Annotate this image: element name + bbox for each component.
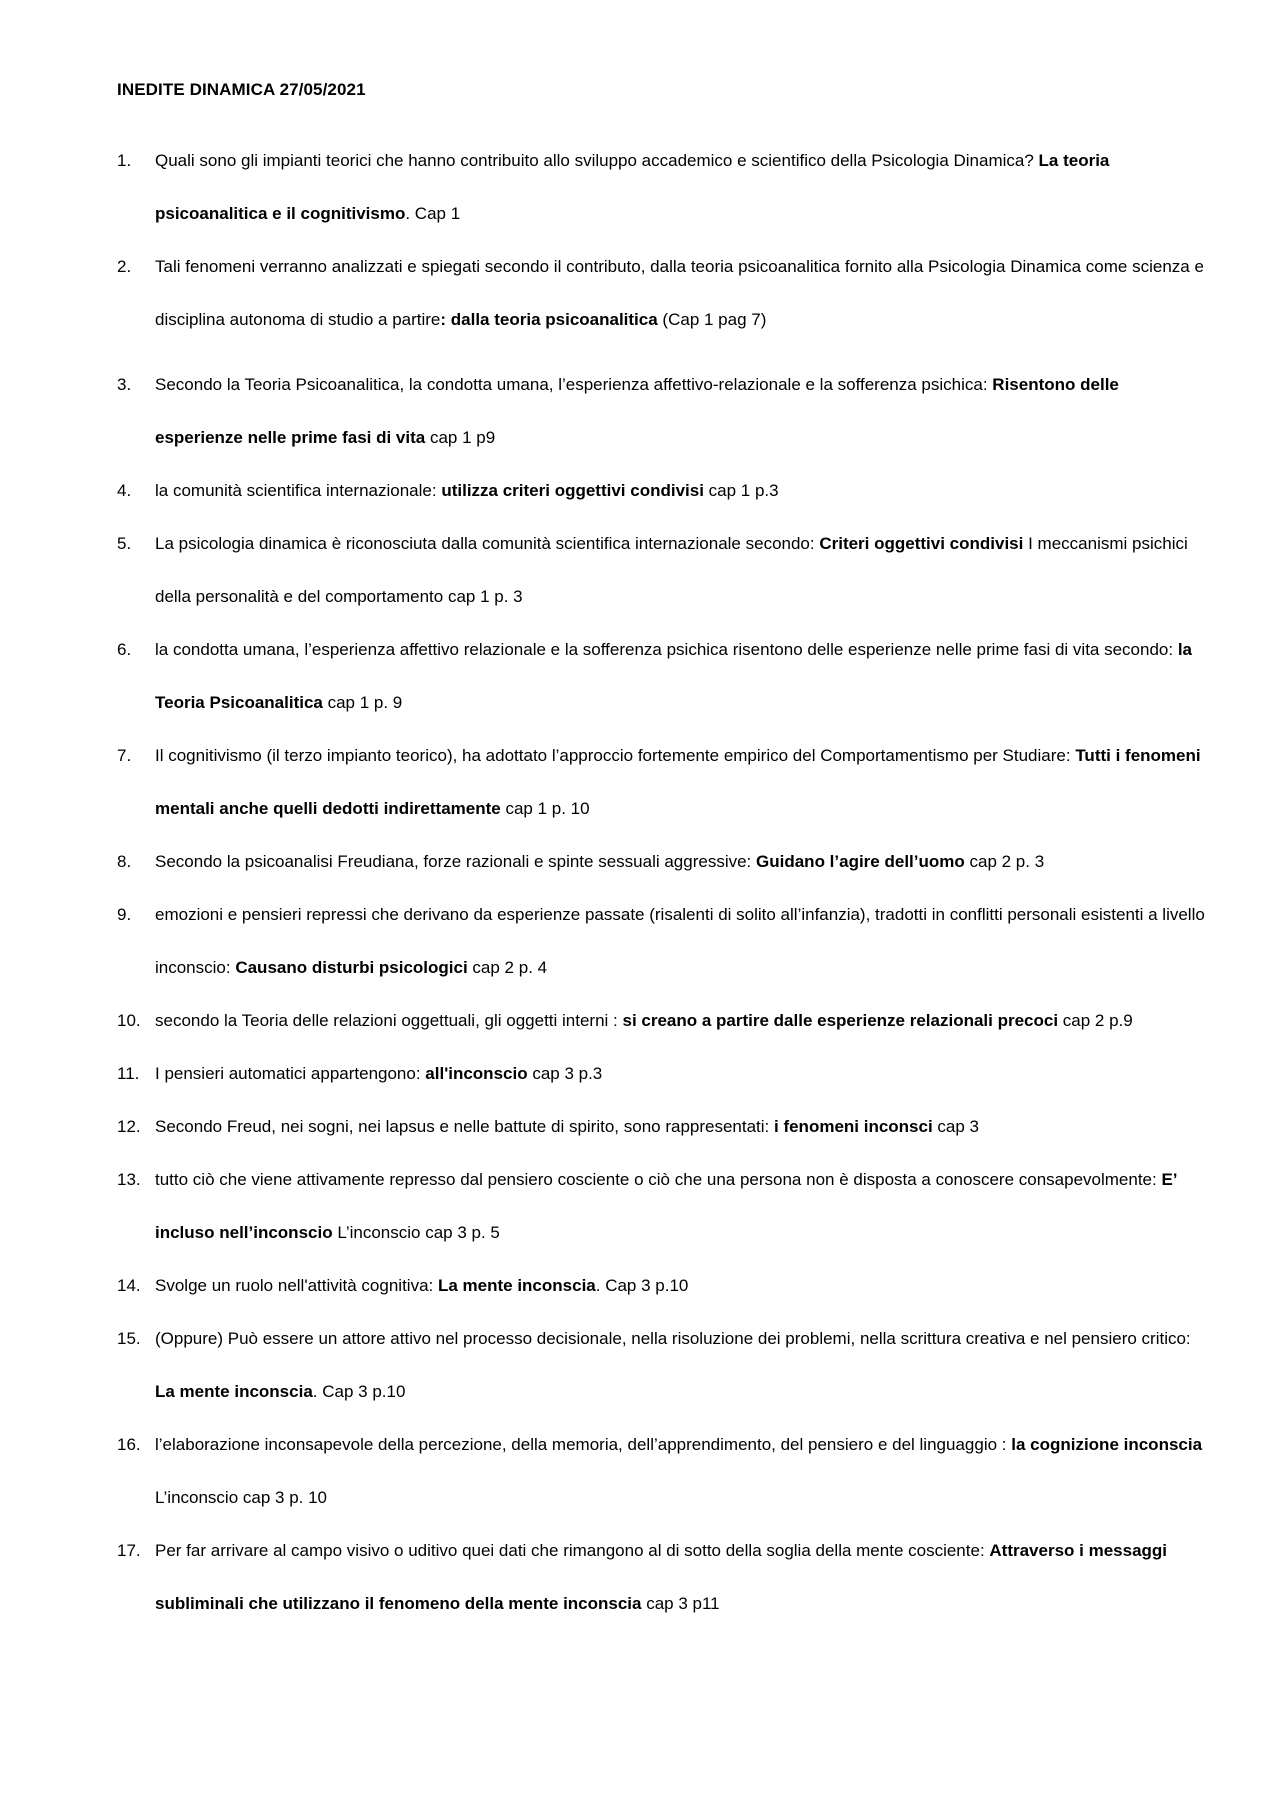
question-item bbox=[117, 835, 1207, 888]
question-number: 4. bbox=[117, 481, 132, 500]
question-prompt: l’elaborazione inconsapevole della percezione, della memoria, dell’apprendimento, del pensiero e del linguaggio : bbox=[155, 1435, 1012, 1454]
question-text bbox=[155, 375, 1119, 447]
question-text bbox=[155, 746, 1201, 818]
question-answer: utilizza criteri oggettivi condivisi bbox=[441, 481, 704, 500]
question-item bbox=[117, 517, 1207, 623]
question-answer: Attraverso i messaggi subliminali che utilizzano il fenomeno della mente inconscia bbox=[155, 1541, 1168, 1613]
question-number: 5. bbox=[117, 534, 132, 553]
question-prompt: emozioni e pensieri repressi che derivano da esperienze passate (risalenti di solito all’infanzia), tradotti in conflitti personali esistenti a livello inconscio: bbox=[155, 905, 1205, 977]
question-prompt: I pensieri automatici appartengono: bbox=[155, 1064, 426, 1083]
question-reference: cap 1 p.3 bbox=[703, 481, 779, 500]
document-title: INEDITE DINAMICA 27/05/2021 bbox=[117, 80, 366, 99]
question-text bbox=[155, 852, 1044, 871]
question-answer: Risentono delle esperienze nelle prime fasi di vita bbox=[155, 375, 1119, 447]
question-text bbox=[155, 1117, 979, 1136]
question-reference: (Cap 1 pag 7) bbox=[657, 310, 767, 329]
question-reference: L’inconscio cap 3 p. 5 bbox=[332, 1223, 500, 1242]
question-text bbox=[155, 257, 1204, 329]
question-reference: . Cap 3 p.10 bbox=[595, 1276, 689, 1295]
question-reference: cap 2 p.9 bbox=[1058, 1011, 1133, 1030]
question-number: 3. bbox=[117, 375, 132, 394]
question-prompt: Tali fenomeni verranno analizzati e spiegati secondo il contributo, dalla teoria psicoanalitica fornito alla Psicologia Dinamica come scienza e disciplina autonoma di studio a partire bbox=[155, 257, 1204, 329]
question-text bbox=[155, 1011, 1133, 1030]
question-prompt: tutto ciò che viene attivamente represso dal pensiero cosciente o ciò che una persona non è disposta a conoscere consapevolmente: bbox=[155, 1170, 1162, 1189]
question-text bbox=[155, 151, 1109, 223]
question-prompt: Per far arrivare al campo visivo o uditivo quei dati che rimangono al di sotto della soglia della mente cosciente: bbox=[155, 1541, 990, 1560]
question-reference: cap 1 p9 bbox=[425, 428, 496, 447]
question-number: 13. bbox=[117, 1170, 141, 1189]
question-text bbox=[155, 1276, 688, 1295]
question-prompt: Secondo la Teoria Psicoanalitica, la condotta umana, l’esperienza affettivo-relazionale e la sofferenza psichica: bbox=[155, 375, 993, 394]
question-number: 14. bbox=[117, 1276, 141, 1295]
question-number: 7. bbox=[117, 746, 132, 765]
question-reference: cap 2 p. 4 bbox=[467, 958, 548, 977]
question-item bbox=[117, 358, 1207, 464]
question-text bbox=[155, 481, 779, 500]
question-number: 2. bbox=[117, 257, 132, 276]
question-answer: : dalla teoria psicoanalitica bbox=[440, 310, 658, 329]
question-answer: Tutti i fenomeni mentali anche quelli dedotti indirettamente bbox=[155, 746, 1201, 818]
question-number: 12. bbox=[117, 1117, 141, 1136]
question-item bbox=[117, 888, 1207, 994]
question-reference: cap 2 p. 3 bbox=[964, 852, 1045, 871]
question-prompt: la condotta umana, l’esperienza affettivo relazionale e la sofferenza psichica risentono delle esperienze nelle prime fasi di vita secondo: bbox=[155, 640, 1178, 659]
question-prompt: Secondo la psicoanalisi Freudiana, forze razionali e spinte sessuali aggressive: bbox=[155, 852, 757, 871]
question-item bbox=[117, 729, 1207, 835]
question-item bbox=[117, 464, 1207, 517]
question-prompt: secondo la Teoria delle relazioni oggettuali, gli oggetti interni : bbox=[155, 1011, 623, 1030]
question-number: 16. bbox=[117, 1435, 141, 1454]
question-text bbox=[155, 1170, 1177, 1242]
question-prompt: La psicologia dinamica è riconosciuta dalla comunità scientifica internazionale secondo: bbox=[155, 534, 820, 553]
question-answer: Guidano l’agire dell’uomo bbox=[756, 852, 965, 871]
question-reference: cap 3 p.3 bbox=[527, 1064, 603, 1083]
question-prompt: Il cognitivismo (il terzo impianto teorico), ha adottato l’approccio fortemente empirico del Comportamentismo per Studiare: bbox=[155, 746, 1076, 765]
question-answer: la Teoria Psicoanalitica bbox=[155, 640, 1193, 712]
question-item bbox=[117, 1418, 1207, 1524]
question-item bbox=[117, 240, 1207, 346]
question-item bbox=[117, 1312, 1207, 1418]
question-answer: E’ incluso nell’inconscio bbox=[155, 1170, 1177, 1242]
question-number: 1. bbox=[117, 151, 132, 170]
question-reference: L’inconscio cap 3 p. 10 bbox=[155, 1488, 328, 1507]
question-prompt: (Oppure) Può essere un attore attivo nel processo decisionale, nella risoluzione dei problemi, nella scrittura creativa e nel pensiero critico: bbox=[155, 1329, 1191, 1348]
question-number: 6. bbox=[117, 640, 132, 659]
question-item bbox=[117, 623, 1207, 729]
question-text bbox=[155, 640, 1192, 712]
question-answer: Criteri oggettivi condivisi bbox=[819, 534, 1024, 553]
question-item bbox=[117, 1047, 1207, 1100]
question-number: 9. bbox=[117, 905, 132, 924]
question-prompt: Quali sono gli impianti teorici che hanno contribuito allo sviluppo accademico e scientifico della Psicologia Dinamica? bbox=[155, 151, 1039, 170]
question-item bbox=[117, 1153, 1207, 1259]
question-text bbox=[155, 534, 1188, 606]
question-text bbox=[155, 1064, 602, 1083]
question-answer: La mente inconscia bbox=[155, 1382, 313, 1401]
question-answer: all'inconscio bbox=[425, 1064, 528, 1083]
question-reference: cap 1 p. 10 bbox=[500, 799, 590, 818]
question-reference: cap 3 bbox=[932, 1117, 980, 1136]
question-prompt: la comunità scientifica internazionale: bbox=[155, 481, 442, 500]
question-reference: I meccanismi psichici della personalità e del comportamento cap 1 p. 3 bbox=[155, 534, 1188, 606]
question-text bbox=[155, 1435, 1202, 1507]
question-number: 8. bbox=[117, 852, 132, 871]
question-text bbox=[155, 905, 1205, 977]
question-item bbox=[117, 1259, 1207, 1312]
question-item bbox=[117, 1100, 1207, 1153]
question-number: 17. bbox=[117, 1541, 141, 1560]
question-reference: cap 3 p11 bbox=[641, 1594, 720, 1613]
question-prompt: Secondo Freud, nei sogni, nei lapsus e nelle battute di spirito, sono rappresentati: bbox=[155, 1117, 774, 1136]
question-answer: La mente inconscia bbox=[437, 1276, 596, 1295]
question-item bbox=[117, 134, 1207, 240]
question-text bbox=[155, 1541, 1167, 1613]
question-number: 11. bbox=[117, 1064, 140, 1083]
question-number: 15. bbox=[117, 1329, 141, 1348]
question-answer: La teoria psicoanalitica e il cognitivismo bbox=[155, 151, 1110, 223]
question-answer: si creano a partire dalle esperienze relazionali precoci bbox=[622, 1011, 1059, 1030]
question-list bbox=[117, 134, 1207, 1630]
question-text bbox=[155, 1329, 1191, 1401]
question-item bbox=[117, 1524, 1207, 1630]
question-answer: la cognizione inconscia bbox=[1011, 1435, 1203, 1454]
question-prompt: Svolge un ruolo nell'attività cognitiva: bbox=[155, 1276, 438, 1295]
question-number: 10. bbox=[117, 1011, 141, 1030]
question-reference: . Cap 3 p.10 bbox=[312, 1382, 406, 1401]
question-answer: Causano disturbi psicologici bbox=[235, 958, 468, 977]
question-reference: cap 1 p. 9 bbox=[322, 693, 403, 712]
question-reference: . Cap 1 bbox=[405, 204, 461, 223]
question-answer: i fenomeni inconsci bbox=[774, 1117, 933, 1136]
question-item bbox=[117, 994, 1207, 1047]
